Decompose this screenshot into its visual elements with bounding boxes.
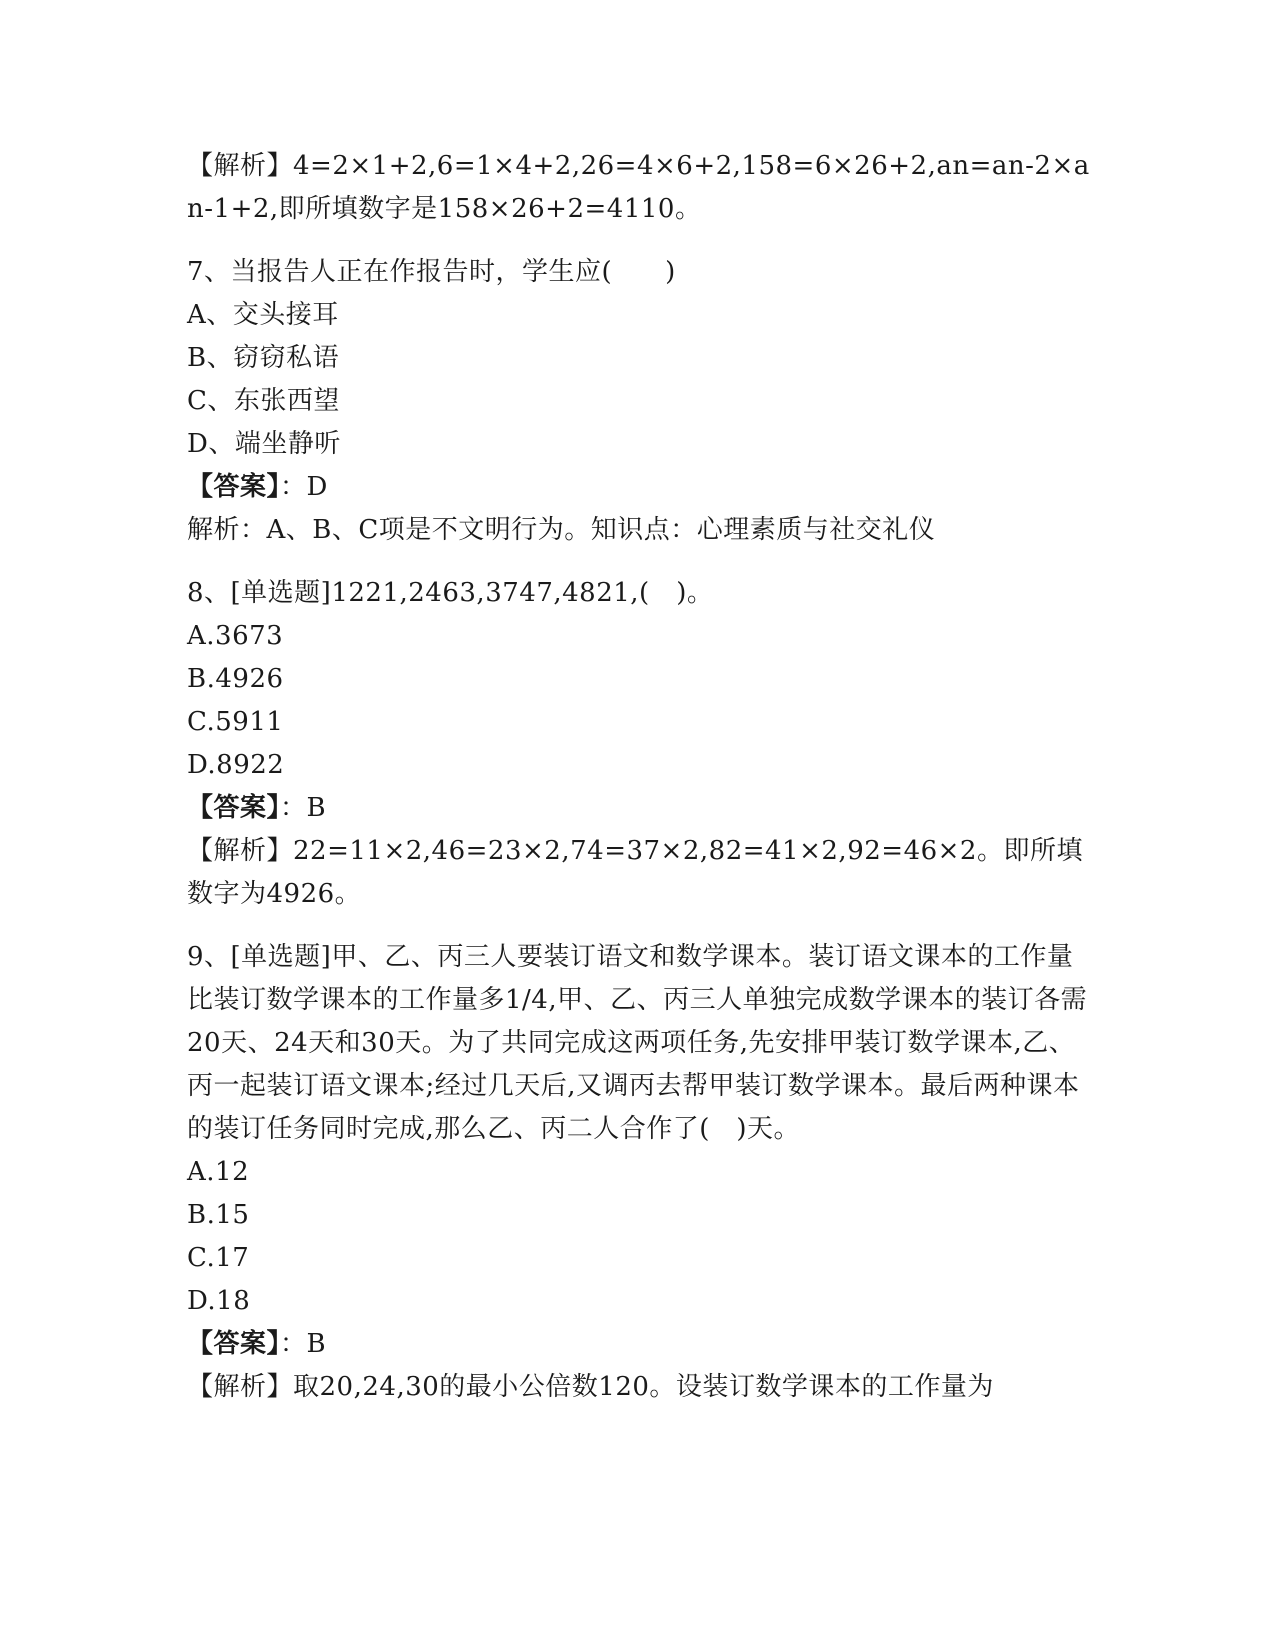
q9-option-b: B.15: [187, 1200, 250, 1230]
answer-value: ：B: [280, 1329, 327, 1359]
q7-option-b: B、窃窃私语: [187, 343, 340, 373]
explanation-tag: 【解析】: [187, 1372, 294, 1402]
q6-explanation: [187, 145, 1092, 231]
q8-question: 8、[单选题]1221,2463,3747,4821,( )。: [187, 578, 714, 608]
explanation-tag: 【解析】: [187, 151, 294, 181]
explanation-text: 22=11×2,46=23×2,74=37×2,82=41×2,92=46×2。即所填数字为4926。: [187, 836, 1083, 909]
answer-value: ：D: [280, 472, 328, 502]
explanation-text: 4=2×1+2,6=1×4+2,26=4×6+2,158=6×26+2,an=an-2×an-1+2,即所填数字是158×26+2=4110。: [187, 151, 1090, 224]
q7-option-d: D、端坐静听: [187, 429, 341, 459]
q7-question: 7、当报告人正在作报告时，学生应( ): [187, 257, 676, 287]
q7-option-c: C、东张西望: [187, 386, 340, 416]
answer-value: ：B: [280, 793, 327, 823]
q9-explanation: [187, 1366, 1092, 1409]
q7-answer: [187, 466, 1092, 509]
answer-tag: 【答案】: [187, 1329, 281, 1359]
q8-option-c: C.5911: [187, 707, 284, 737]
q9-option-d: D.18: [187, 1286, 251, 1316]
q7-explanation: 解析：A、B、C项是不文明行为。知识点：心理素质与社交礼仪: [187, 515, 936, 545]
q8-answer: [187, 787, 1092, 830]
q8-option-a: A.3673: [187, 621, 284, 651]
q8-explanation: [187, 830, 1092, 916]
explanation-text: 取20,24,30的最小公倍数120。设装订数学课本的工作量为: [293, 1372, 994, 1402]
q9-option-a: A.12: [187, 1157, 250, 1187]
q8-option-b: B.4926: [187, 664, 284, 694]
document-page: [187, 145, 1092, 1409]
q9-answer: [187, 1323, 1092, 1366]
explanation-tag: 【解析】: [187, 836, 294, 866]
q8-option-d: D.8922: [187, 750, 285, 780]
answer-tag: 【答案】: [187, 472, 281, 502]
q9-option-c: C.17: [187, 1243, 250, 1273]
q9-question: 9、[单选题]甲、乙、丙三人要装订语文和数学课本。装订语文课本的工作量比装订数学课本的工作量多1/4,甲、乙、丙三人单独完成数学课本的装订各需20天、24天和30天。为了共同完成这两项任务,先安排甲装订数学课本,乙、丙一起装订语文课本;经过几天后,又调丙去帮甲装订数学课本。最后两种课本的装订任务同时完成,那么乙、丙二人合作了( )天。: [187, 942, 1088, 1144]
q7-option-a: A、交头接耳: [187, 300, 339, 330]
answer-tag: 【答案】: [187, 793, 281, 823]
